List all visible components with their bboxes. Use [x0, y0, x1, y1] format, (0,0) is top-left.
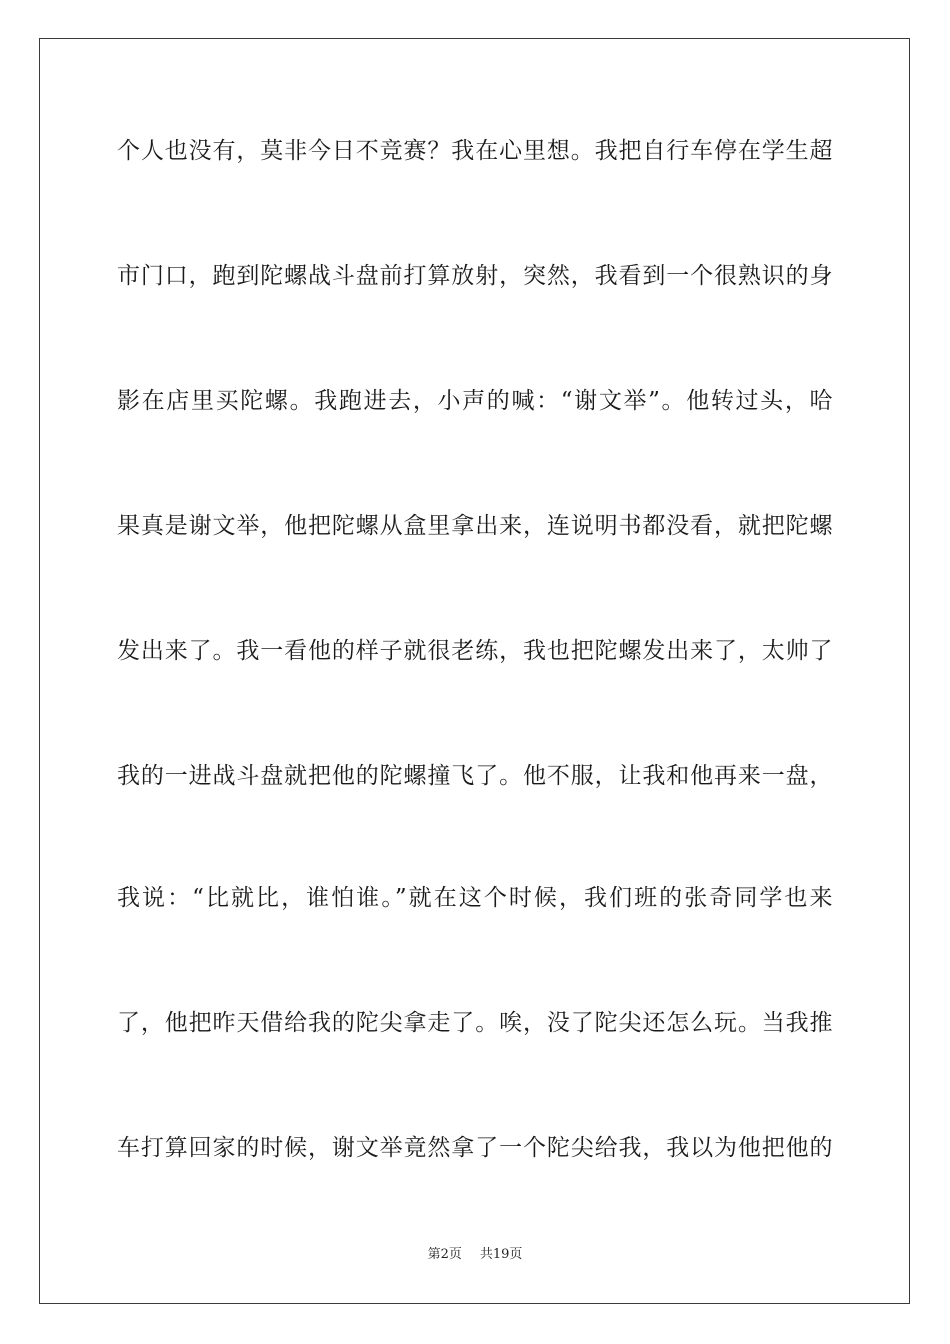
paragraph-line: 个人也没有，莫非今日不竞赛？我在心里想。我把自行车停在学生超: [117, 138, 833, 164]
page-footer: [0, 1246, 950, 1264]
paragraph-line: 影在店里买陀螺。我跑进去，小声的喊：“谢文举”。他转过头，哈: [117, 388, 833, 414]
paragraph-line: 了，他把昨天借给我的陀尖拿走了。唉，没了陀尖还怎么玩。当我推: [117, 1010, 833, 1036]
paragraph-line: 我说：“比就比，谁怕谁。”就在这个时候，我们班的张奇同学也来: [117, 885, 833, 911]
paragraph-line: 我的一进战斗盘就把他的陀螺撞飞了。他不服，让我和他再来一盘，: [117, 763, 833, 789]
paragraph-line: 车打算回家的时候，谢文举竟然拿了一个陀尖给我，我以为他把他的: [117, 1135, 833, 1161]
page-number: 第2页: [427, 1247, 462, 1262]
paragraph-line: 市门口，跑到陀螺战斗盘前打算放射，突然，我看到一个很熟识的身: [117, 263, 833, 289]
paragraph-line: 发出来了。我一看他的样子就很老练，我也把陀螺发出来了，太帅了: [117, 638, 833, 664]
paragraph-line: 果真是谢文举，他把陀螺从盒里拿出来，连说明书都没看，就把陀螺: [117, 513, 833, 539]
page-border: [39, 38, 910, 1304]
page-total: 共19页: [479, 1247, 523, 1262]
